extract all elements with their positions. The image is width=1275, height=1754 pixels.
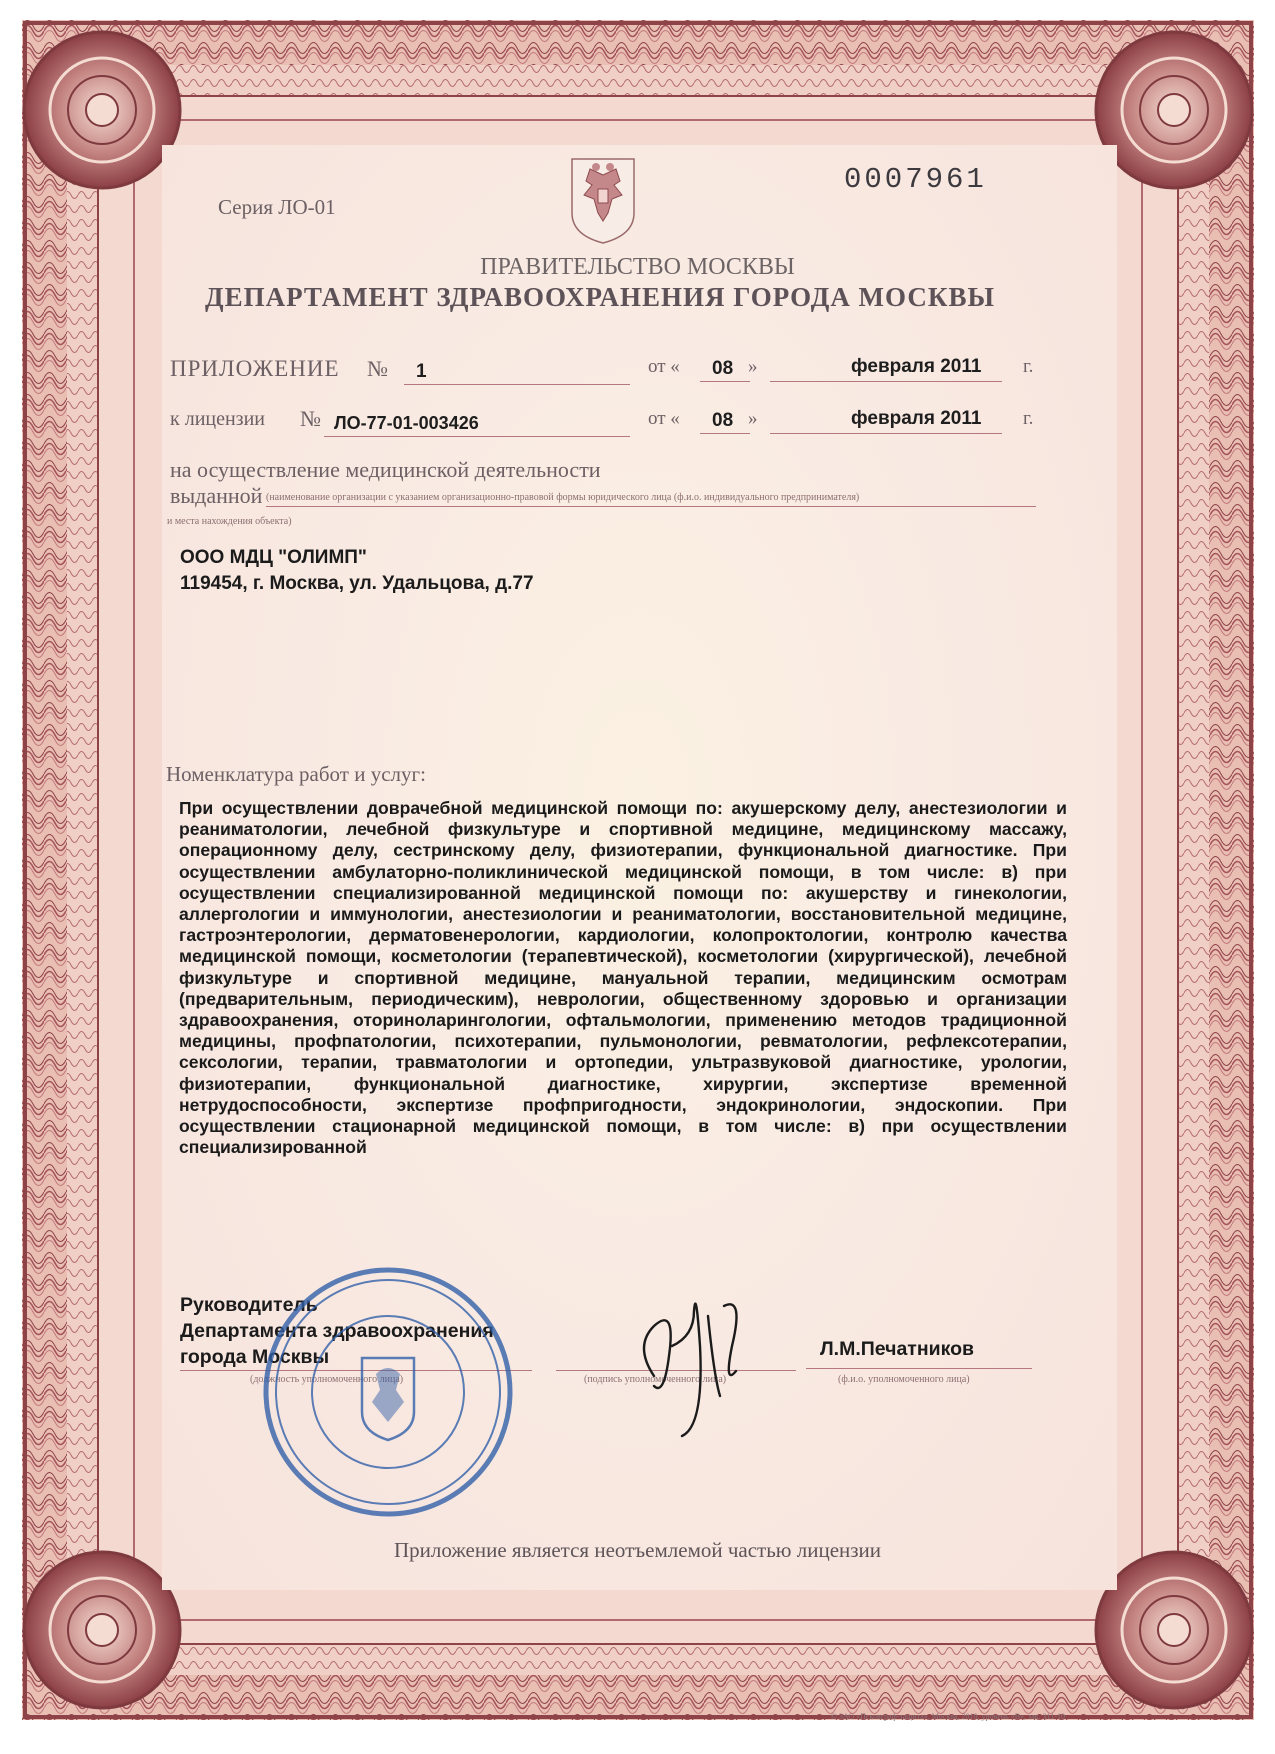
license-year-suffix: г. [1023,408,1034,429]
issued-hint: (наименование организации с указанием организационно-правовой формы юридического лица (ф.и.о. индивидуального предпринимателя) [266,492,860,503]
services-text: При осуществлении доврачебной медицинской помощи по: акушерскому делу, анестезиологии и реаниматологии, лечебной физкультуре и спортивной медицине, медицинскому массажу, операционному делу, сестринскому делу, физиотерапии, функциональной диагностике. При осуществлении амбулаторно-поликлинической медицинской помощи, в том числе: в) при осуществлении специализированной медицинской помощи по: акушерству и гинекологии, аллергологии и иммунологии, анестезиологии и реаниматологии, восстановительной медицине, гастроэнтерологии, дерматовенерологии, кардиологии, колопроктологии, контролю качества медицинской помощи, косметологии (терапевтической), косметологии (хирургической), лечебной физкультуре и спортивной медицине, мануальной терапии, медицинским осмотрам (предварительным, периодическим), неврологии, общественному здоровью и организации здравоохранения, оториноларингологии, офтальмологии, применению методов традиционной медицины, профпатологии, психотерапии, пульмонологии, ревматологии, рефлексотерапии, сексологии, терапии, травматологии и ортопедии, ультразвуковой диагностике, урологии, физиотерапии, функциональной диагностике, хирургии, экспертизе временной нетрудоспособности, экспертизе профпригодности, эндокринологии, эндоскопии. При осуществлении стационарной медицинской помощи, в том числе: в) при осуществлении специализированной [179,798,1067,1158]
license-date-underline [770,433,1002,434]
license-number-underline [324,436,630,437]
official-stamp [258,1262,518,1522]
license-close-quote: » [748,408,758,429]
appendix-label: ПРИЛОЖЕНИЕ [170,356,340,381]
license-no-sign: № [300,406,321,431]
signer-position-line2: Департамента здравоохранения [180,1320,494,1342]
government-title: ПРАВИТЕЛЬСТВО МОСКВЫ [480,254,795,280]
form-number: 0007961 [844,163,987,196]
appendix-no-sign: № [367,356,388,381]
appendix-number: 1 [416,361,427,382]
printer-copyright: © ЗАО «Псковграф-защита», Москва, 2010, уровень «В», зак. 311-10 [830,1712,1065,1721]
license-from-label: от « [648,408,680,429]
rosette-bottom-left [24,1552,180,1708]
footer-note: Приложение является неотъемлемой частью лицензии [393,1538,882,1562]
rosette-bottom-right [1096,1552,1252,1708]
appendix-day-underline [700,381,750,382]
appendix-month-year: февраля 2011 [851,356,982,377]
signature-hint: (подпись уполномоченного лица) [584,1374,727,1385]
name-hint: (ф.и.о. уполномоченного лица) [838,1374,970,1385]
services-heading: Номенклатура работ и услуг: [166,762,426,786]
signer-position-line1: Руководитель [180,1294,318,1316]
signer-name: Л.М.Печатников [820,1338,975,1360]
issued-hint-2: и места нахождения объекта) [167,516,292,527]
rosette-top-right [1096,32,1252,188]
license-number: ЛО-77-01-003426 [334,413,479,433]
appendix-number-underline [404,384,630,385]
license-day: 08 [712,410,734,431]
appendix-day: 08 [712,358,734,379]
organization-address: 119454, г. Москва, ул. Удальцова, д.77 [180,573,534,594]
issued-label: выданной [170,483,263,508]
appendix-year-suffix: г. [1023,356,1034,377]
issued-underline [266,506,1036,507]
license-day-underline [700,433,750,434]
license-label: к лицензии [170,408,265,430]
appendix-close-quote: » [748,356,758,377]
appendix-date-underline [770,381,1002,382]
handwritten-signature [624,1276,774,1456]
department-title: ДЕПАРТАМЕНТ ЗДРАВООХРАНЕНИЯ ГОРОДА МОСКВЫ [205,282,995,312]
position-hint: (должность уполномоченного лица) [250,1374,404,1385]
coat-of-arms-icon [568,155,638,245]
series-label: Серия ЛО-01 [218,195,336,219]
signer-position-line3: города Москвы [180,1346,330,1368]
rosette-top-left [24,32,180,188]
license-month-year: февраля 2011 [851,408,982,429]
appendix-from-label: от « [648,356,680,377]
activity-text: на осуществление медицинской деятельности [170,457,601,482]
organization-name: ООО МДЦ "ОЛИМП" [180,547,367,568]
name-underline [806,1368,1032,1369]
